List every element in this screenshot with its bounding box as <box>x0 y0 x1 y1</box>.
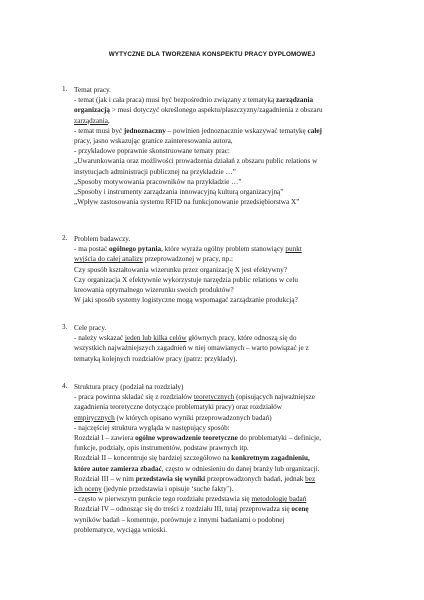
text-line <box>74 146 372 156</box>
section-lines <box>74 333 372 364</box>
text-line <box>74 343 372 353</box>
underlined-text: bez <box>305 474 316 483</box>
text-run: - temat (jak i cała praca) musi być bezpośrednio związany z tematyką <box>74 96 276 105</box>
text-run: Rozdział II – koncentruje się bardziej szczegółowo na <box>74 454 232 463</box>
text-run: , często w odniesieniu do danej branży lub organizacji. <box>161 464 320 473</box>
underlined-text: jeden lub kilka celów <box>124 334 187 343</box>
underlined-text: empirycznych <box>74 413 115 422</box>
page-title: WYTYCZNE DLA TWORZENIA KONSPEKTU PRACY DYPLOMOWEJ <box>108 51 316 58</box>
text-line <box>74 333 372 343</box>
text-run: przeprowadzonych badań, jednak <box>205 474 306 483</box>
section-number: 1. <box>62 85 68 93</box>
bold-text: konkretnym zagadnieniu, <box>231 454 310 463</box>
text-line <box>74 105 372 115</box>
text-line <box>74 254 372 264</box>
text-run: „Sposoby i instrumenty zarządzania innowacyjną kulturą organizacyjną” <box>74 188 284 197</box>
underlined-text: ich oceny <box>74 485 102 494</box>
text-line <box>74 474 372 484</box>
text-run: (w których opisano wyniki przeprowadzonych badań) <box>114 413 272 422</box>
section-number: 2. <box>62 234 68 242</box>
bold-text: zarządzania <box>275 96 314 105</box>
text-run: , które wyraża ogólny problem stanowiący <box>161 245 286 254</box>
text-line <box>74 494 372 504</box>
text-run: „Uwarunkowania oraz możliwości prowadzenia działań z obszaru public relations w <box>74 157 318 166</box>
section-lines <box>74 392 372 535</box>
text-line <box>74 504 372 514</box>
text-run: (opisujących najważniejsze <box>234 393 315 402</box>
text-run: Czy sposób kształtowania wizerunku przez organizację X jest efektywny? <box>74 265 288 274</box>
bold-text: jednoznaczny <box>123 126 166 135</box>
underlined-text: zarządzania <box>74 116 108 125</box>
bold-text: ogólne wprowadzenie teoretyczne <box>135 434 238 443</box>
bold-text: całej <box>307 126 322 135</box>
text-line <box>74 136 372 146</box>
text-line <box>74 515 372 525</box>
text-line <box>74 433 372 443</box>
text-line <box>74 285 372 295</box>
text-line <box>74 95 372 105</box>
text-run: przeprowadzonej w pracy, np.: <box>142 255 233 264</box>
section-body <box>74 323 372 364</box>
text-line <box>74 484 372 494</box>
section-heading: Cele pracy. <box>74 324 107 332</box>
section-heading: Struktura pracy (podział na rozdziały) <box>74 383 184 391</box>
text-run: „Sposoby motywowania pracowników na przykładzie …” <box>74 177 242 186</box>
text-line <box>74 275 372 285</box>
section-body <box>74 85 372 207</box>
text-run: Rozdział I – zawiera <box>74 434 136 443</box>
text-run: > musi dotyczyć określonego aspektu/płaszczyzny/zagadnienia z obszaru <box>109 106 323 115</box>
text-run: instytucjach administracji publicznej na przykładzie …” <box>74 167 236 176</box>
bold-text: przedstawia się wyniki <box>135 474 206 483</box>
text-run: Czy organizacja X efektywnie wykorzystuje narzędzia public relations w celu <box>74 275 298 284</box>
section-research-problem <box>62 234 372 305</box>
text-line <box>74 197 372 207</box>
text-line <box>74 413 372 423</box>
text-line <box>74 187 372 197</box>
section-heading: Problem badawczy. <box>74 235 131 243</box>
text-run: wszystkich najważniejszych zagadnień w niej omawianych – warto powiązać je z <box>74 344 309 353</box>
section-heading: Temat pracy. <box>74 86 111 94</box>
section-body <box>74 382 372 535</box>
text-run: Rozdział III – w nim <box>74 474 136 483</box>
text-line <box>74 423 372 433</box>
text-run: - najczęściej struktura wygląda w następujący sposób: <box>74 423 230 432</box>
section-topic <box>62 85 372 207</box>
text-line <box>74 464 372 474</box>
text-line <box>74 525 372 535</box>
bold-text: organizacją <box>74 106 110 115</box>
section-number: 3. <box>62 323 68 331</box>
text-run: - temat musi być <box>74 126 124 135</box>
text-run: , <box>107 116 110 125</box>
text-run: funkcje, podziały, opis instrumentów, podstaw prawnych itp. <box>74 444 249 453</box>
text-run: problematyce, wyciąga wnioski. <box>74 525 168 534</box>
text-line <box>74 402 372 412</box>
text-line <box>74 126 372 136</box>
section-goals <box>62 323 372 364</box>
text-line <box>74 244 372 254</box>
section-number: 4. <box>62 382 68 390</box>
text-run: do problematyki – definicje, <box>237 434 322 443</box>
text-line <box>74 295 372 305</box>
text-run: - często w pierwszym punkcie tego rozdziału przedstawia się <box>74 495 252 504</box>
text-run: (jedynie przedstawia i opisuje ‘suche fakty’). <box>101 485 234 494</box>
text-run: „Wpływ zastosowania systemu RFID na funkcjonowanie przedsiębiorstwa X” <box>74 198 300 207</box>
bold-text: ogólnego pytania <box>108 245 162 254</box>
text-run: - należy wskazać <box>74 334 125 343</box>
text-run: wyników badań – komentuje, porównuje z innymi badaniami o podobnej <box>74 515 285 524</box>
underlined-text: metodologię badań <box>251 495 307 504</box>
bold-text: ocenę <box>291 505 309 514</box>
text-run: pracy, jasno wskazując granice zainteresowania autora, <box>74 137 233 146</box>
text-line <box>74 354 372 364</box>
section-lines <box>74 244 372 305</box>
text-line <box>74 453 372 463</box>
text-run: W jaki sposób systemy logistyczne mogą wspomagać zarządzanie produkcją? <box>74 296 298 305</box>
text-line <box>74 443 372 453</box>
text-run: - przykładowe poprawnie skonstruowane tematy prac: <box>74 147 230 156</box>
section-lines <box>74 95 372 207</box>
text-line <box>74 156 372 166</box>
underlined-text: punkt <box>285 245 302 254</box>
text-run: – powinien jednoznacznie wskazywać tematykę <box>165 126 308 135</box>
underlined-text: wyjścia do całej analizy <box>74 255 143 264</box>
text-line <box>74 167 372 177</box>
text-run: - praca powinna składać się z rozdziałów <box>74 393 194 402</box>
text-line <box>74 392 372 402</box>
text-run: - ma postać <box>74 245 109 254</box>
text-line <box>74 177 372 187</box>
text-run: Rozdział IV – odnosząc się do treści z rozdziału III, tutaj przeprowadza się <box>74 505 292 514</box>
section-structure <box>62 382 372 535</box>
bold-text: które autor zamierza zbadać <box>74 464 162 473</box>
underlined-text: teoretycznych <box>193 393 235 402</box>
text-run: tematyką kolejnych rozdziałów pracy (patrz: przykłady). <box>74 354 238 363</box>
text-run: zagadnienia teoretyczne dotyczące problematyki pracy) oraz rozdziałów <box>74 403 282 412</box>
text-line <box>74 116 372 126</box>
text-run: głównych pracy, które odnoszą się do <box>186 334 297 343</box>
section-body <box>74 234 372 305</box>
text-line <box>74 265 372 275</box>
text-run: kreowania optymalnego wizerunku swoich produktów? <box>74 286 234 295</box>
